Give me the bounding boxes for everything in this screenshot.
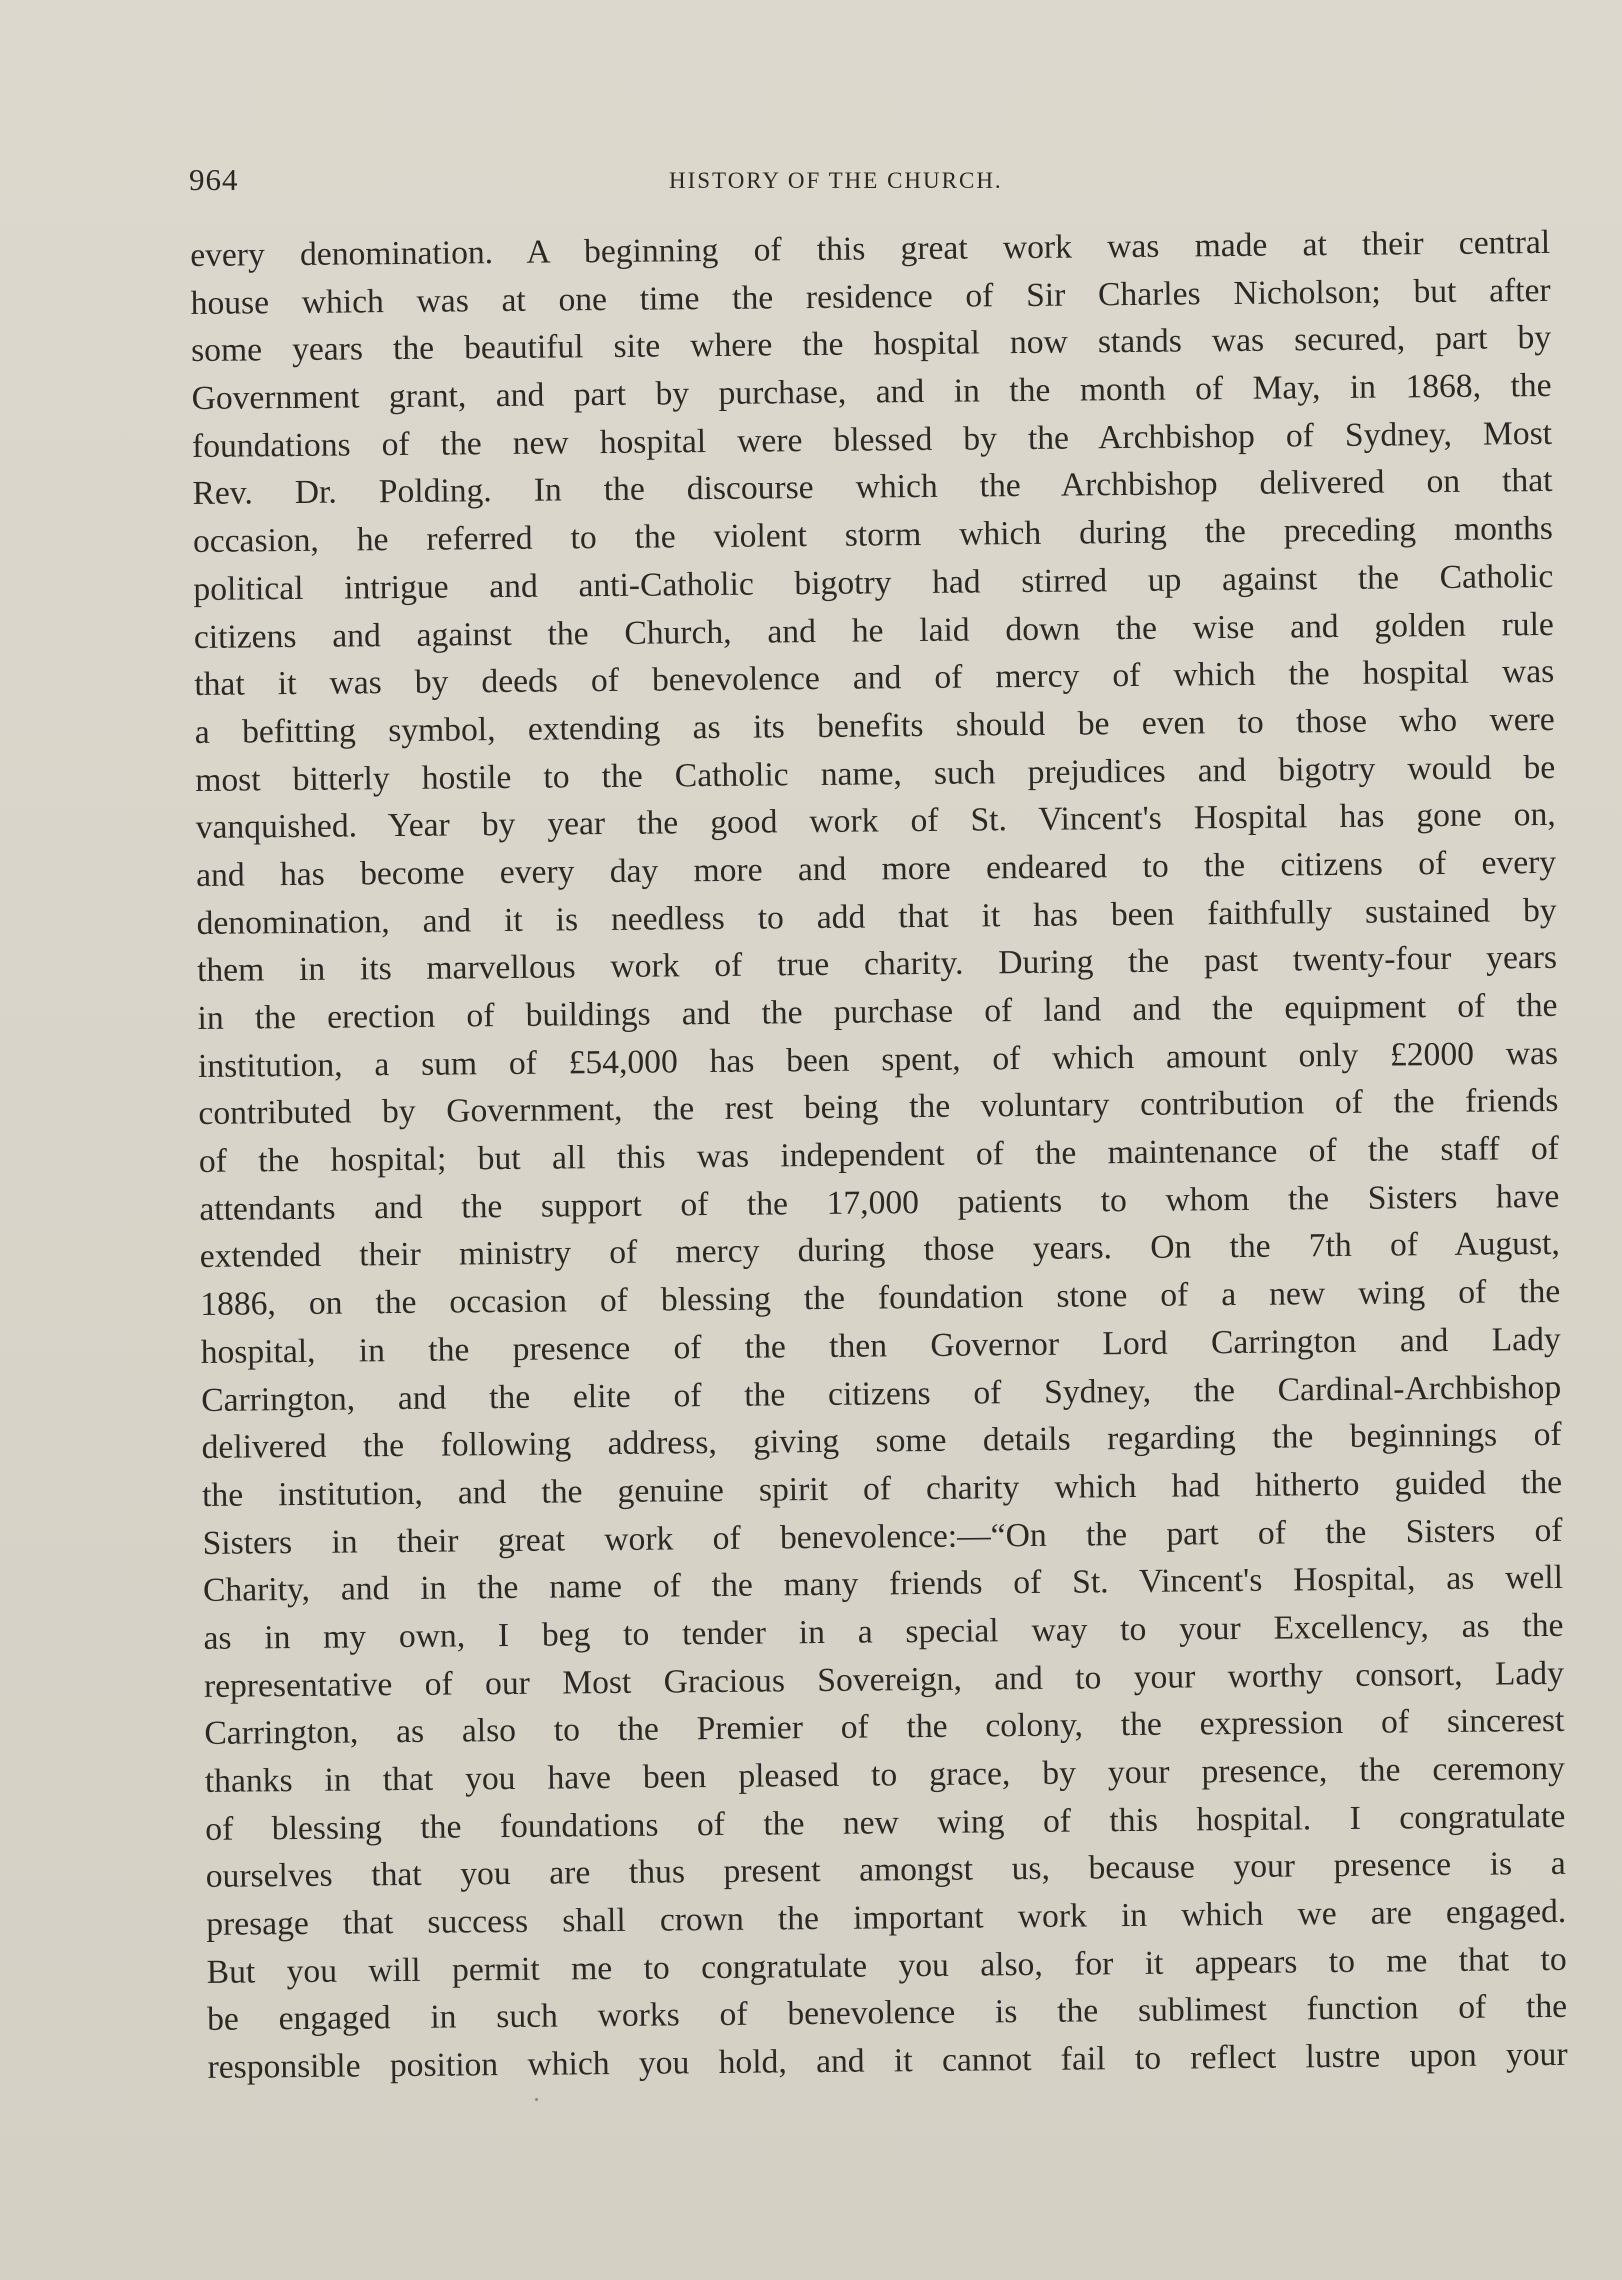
body-text (190, 219, 1568, 2092)
text-line: Charity, and in the name of the many friends of St. Vincent's Hospital, as well (202, 1559, 1564, 1610)
text-line: extended their ministry of mercy during those years. On the 7th of August, (199, 1225, 1560, 1276)
text-line: and has become every day more and more endeared to the citizens of every (195, 843, 1557, 894)
text-line: Government grant, and part by purchase, and in the month of May, in 1868, the (191, 367, 1552, 418)
text-line: of the hospital; but all this was independent of the maintenance of the staff of (198, 1129, 1560, 1181)
page-header (189, 162, 1549, 202)
text-line: as in my own, I beg to tender in a special way to your Excellency, as the (203, 1606, 1564, 1657)
text-line: representative of our Most Gracious Sovereign, and to your worthy consort, Lady (203, 1654, 1565, 1705)
text-line: in the erection of buildings and the purchase of land and the equipment of the (197, 986, 1558, 1037)
text-line: most bitterly hostile to the Catholic name, such prejudices and bigotry would be (195, 748, 1556, 799)
text-line: house which was at one time the residence of Sir Charles Nicholson; but after (190, 271, 1551, 322)
page-number: 964 (189, 162, 239, 197)
text-line: contributed by Government, the rest being the voluntary contribution of the friends (198, 1082, 1559, 1133)
text-line: political intrigue and anti-Catholic bigotry had stirred up against the Catholic (193, 557, 1554, 608)
text-line: of blessing the foundations of the new wing of this hospital. I congratulate (205, 1797, 1566, 1848)
text-line: delivered the following address, giving some details regarding the beginnings of (201, 1416, 1562, 1467)
text-line: the institution, and the genuine spirit of charity which had hitherto guided the (201, 1463, 1563, 1514)
text-line: that it was by deeds of benevolence and of mercy of which the hospital was (194, 653, 1555, 704)
text-line: occasion, he referred to the violent storm which during the preceding months (192, 510, 1554, 561)
text-line: foundations of the new hospital were blessed by the Archbishop of Sydney, Most (191, 414, 1553, 465)
text-line: But you will permit me to congratulate you also, for it appears to me that to (206, 1940, 1567, 1991)
running-title: HISTORY OF THE CHURCH. (669, 168, 1003, 193)
text-line: ourselves that you are thus present amongst us, because your presence is a (205, 1845, 1566, 1896)
text-line: institution, a sum of £54,000 has been spent, of which amount only £2000 was (197, 1034, 1559, 1085)
text-line: denomination, and it is needless to add that it has been faithfully sustained by (196, 891, 1557, 942)
text-line: some years the beautiful site where the hospital now stands was secured, part by (190, 319, 1552, 370)
text-line: thanks in that you have been pleased to grace, by your presence, the ceremony (204, 1749, 1565, 1800)
text-line: hospital, in the presence of the then Governor Lord Carrington and Lady (200, 1320, 1561, 1371)
text-line: presage that success shall crown the important work in which we are engaged. (206, 1892, 1567, 1943)
text-line: responsible position which you hold, and it cannot fail to reflect lustre upon your (207, 2035, 1568, 2087)
text-line: them in its marvellous work of true charity. During the past twenty-four years (196, 939, 1558, 990)
text-line: be engaged in such works of benevolence is the sublimest function of the (206, 1988, 1568, 2039)
text-line: citizens and against the Church, and he laid down the wise and golden rule (193, 605, 1555, 656)
text-line: a befitting symbol, extending as its benefits should be even to those who were (194, 700, 1555, 751)
text-line: every denomination. A beginning of this great work was made at their central (190, 223, 1551, 274)
text-line: Carrington, as also to the Premier of the colony, the expression of sincerest (204, 1702, 1565, 1753)
text-line: Carrington, and the elite of the citizens of Sydney, the Cardinal-Archbishop (201, 1368, 1562, 1419)
text-line: attendants and the support of the 17,000 patients to whom the Sisters have (199, 1177, 1560, 1228)
text-line: Sisters in their great work of benevolence:—“On the part of the Sisters of (202, 1511, 1563, 1562)
text-line: vanquished. Year by year the good work of St. Vincent's Hospital has gone on, (195, 796, 1556, 847)
text-line: Rev. Dr. Polding. In the discourse which the Archbishop delivered on that (192, 462, 1553, 513)
text-line: 1886, on the occasion of blessing the foundation stone of a new wing of the (200, 1273, 1561, 1324)
paper-speck (535, 2098, 538, 2101)
